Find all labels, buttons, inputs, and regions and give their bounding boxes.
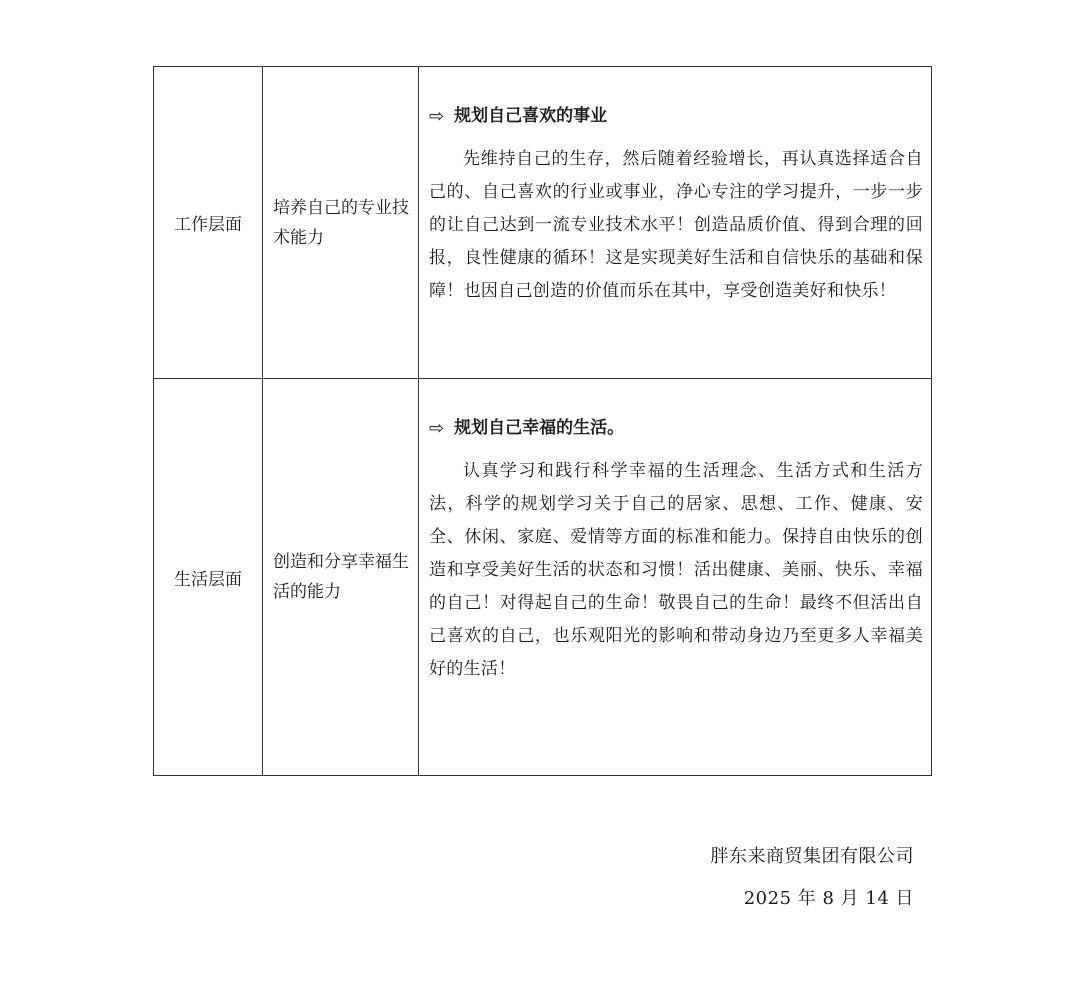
arrow-right-icon: ⇨: [429, 418, 445, 439]
section-body: 认真学习和践行科学幸福的生活理念、生活方式和生活方法，科学的规划学习关于自己的居家、思想、工作、健康、安全、休闲、家庭、爱情等方面的标准和能力。保持自由快乐的创造和享受美好生活的状态和习惯！活出健康、美丽、快乐、幸福的自己！对得起自己的生命！敬畏自己的生命！最终不但活出自己喜欢的自己，也乐观阳光的影响和带动身边乃至更多人幸福美好的生活！: [429, 461, 923, 679]
category-cell: 工作层面: [154, 67, 263, 379]
table-row-work: [154, 67, 932, 379]
section-title: [429, 100, 923, 133]
detail-cell: [419, 67, 932, 379]
company-name: 胖东来商贸集团有限公司: [710, 846, 914, 867]
section-title-text: 规划自己幸福的生活。: [454, 418, 625, 438]
detail-cell: [419, 379, 932, 776]
ability-cell: 创造和分享幸福生活的能力: [263, 379, 419, 776]
section-title: [429, 412, 923, 445]
document-date: 2025 年 8 月 14 日: [743, 888, 914, 909]
section-title-text: 规划自己喜欢的事业: [454, 106, 608, 126]
plan-table: [153, 66, 932, 776]
table-row-life: [154, 379, 932, 776]
section-body: 先维持自己的生存，然后随着经验增长，再认真选择适合自己的、自己喜欢的行业或事业，净心专注的学习提升，一步一步的让自己达到一流专业技术水平！创造品质价值、得到合理的回报，良性健康的循环！这是实现美好生活和自信快乐的基础和保障！也因自己创造的价值而乐在其中，享受创造美好和快乐！: [429, 149, 923, 301]
category-cell: 生活层面: [154, 379, 263, 776]
ability-cell: 培养自己的专业技术能力: [263, 67, 419, 379]
arrow-right-icon: ⇨: [429, 106, 445, 127]
